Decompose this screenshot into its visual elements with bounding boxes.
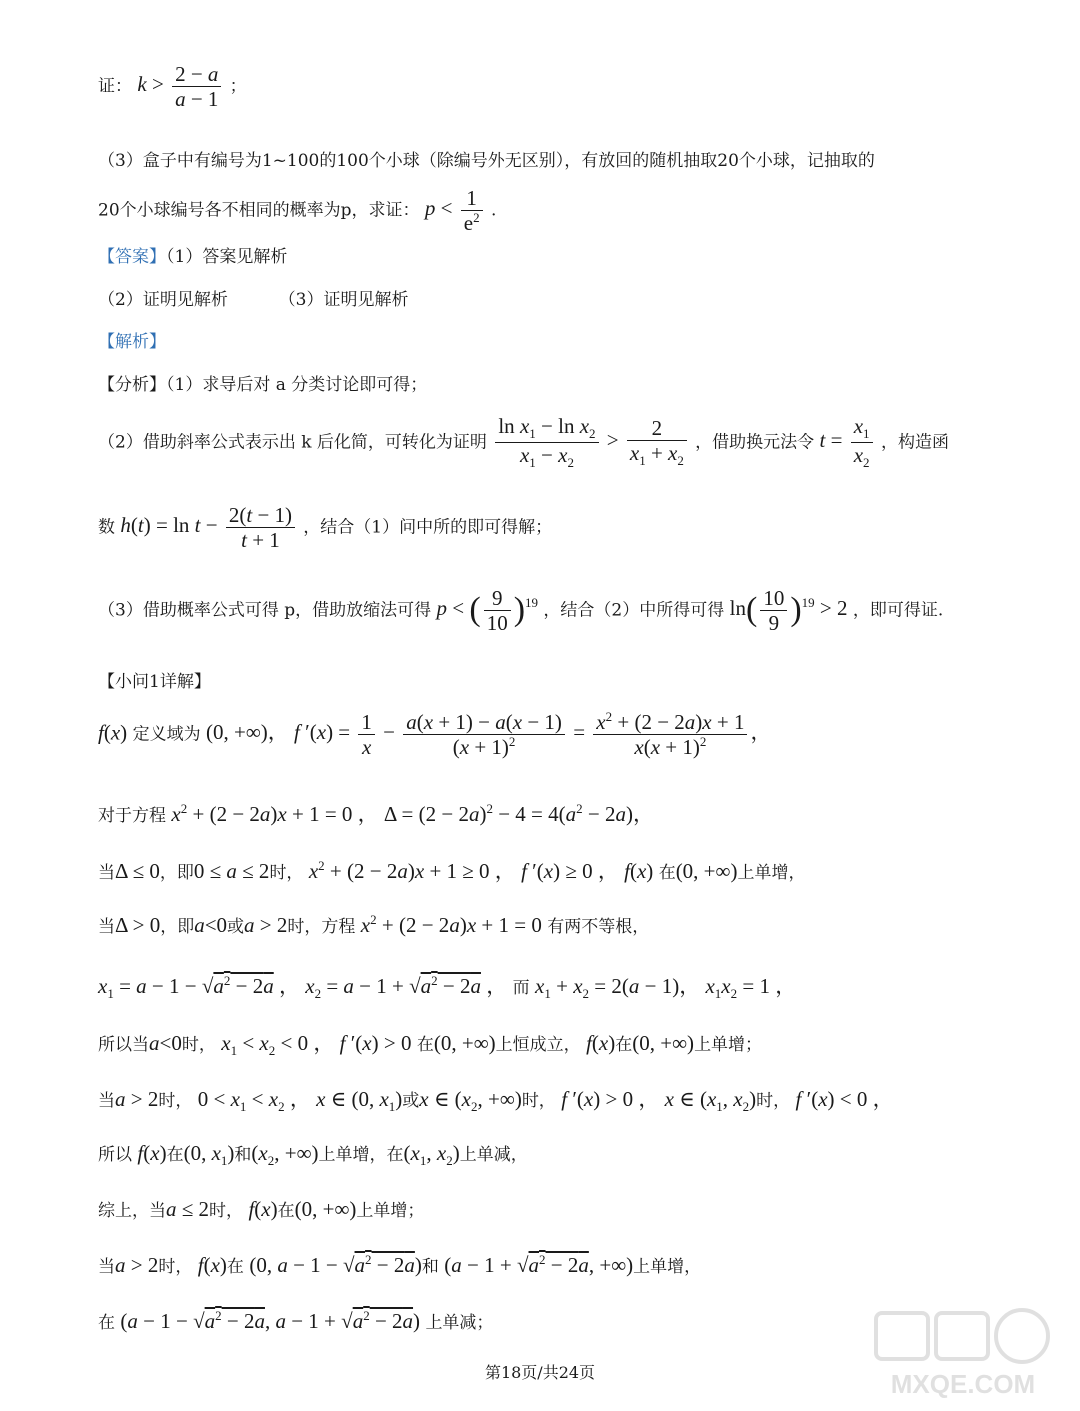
fenxi-line-2: （2）借助斜率公式表示出 k 后化简，可转化为证明 $\frac{\ln x_1 - \ln x_2}{x_1 - x_2}$ > $\frac{2}{x_1 + x_2}$ ，借助换元法令 t = $\frac{x_1}{x_2}$ ，构造函: [98, 414, 949, 471]
fenxi-line-1: 【分析】（1）求导后对 a 分类讨论即可得；: [98, 375, 428, 395]
detail-line-4: 当Δ > 0，即a<0或a > 2时，方程 $x^2 + (2 - 2a)x + 1 = 0$ 有两不等根，: [98, 912, 650, 937]
detail-tag: 【小问1详解】: [98, 672, 211, 692]
answer-line-2: （2）证明见解析 （3）证明见解析: [98, 290, 409, 310]
answer-line-1: 【答案】（1）答案见解析: [98, 247, 288, 267]
detail-line-6: 所以当a<0时， $x_1 < x_2 < 0$ ， f ′(x) > 0 在(0, +∞)上恒成立， f(x)在(0, +∞)上单增；: [98, 1031, 763, 1059]
page-footer: 第18页/共24页: [484, 1363, 596, 1382]
detail-line-7: 当a > 2时， $0 < x_1 < x_2$ ， x ∈ (0, $x_1$)或x ∈ ($x_2$, +∞)时， f ′(x) > 0 ， x ∈ ($x_1$, $x_2$)时， f ′(x) < 0 ，: [98, 1087, 894, 1115]
detail-line-9: 综上，当a ≤ 2时， f(x)在(0, +∞)上单增；: [98, 1197, 425, 1221]
detail-line-1: f(x) 定义域为 (0, +∞)， f ′(x) = $\frac{1}{x}$ − $\frac{a(x + 1) - a(x - 1)}{(x + 1)^2}$ = $\frac{x^2 + (2 - 2a)x + 1}{x(x + 1)^2}$ ，: [98, 709, 772, 760]
detail-line-11: 在 ($a - 1 - √a^2 - 2a$, $a - 1 + √a^2 - 2a$) 上单减；: [98, 1308, 494, 1333]
fenxi-line-3: 数 h(t) = ln t − $\frac{2(t - 1)}{t + 1}$ ，结合（1）问中所的即可得解；: [98, 503, 553, 553]
detail-line-10: 当a > 2时， f(x)在 (0, $a - 1 - √a^2 - 2a$)和 ($a - 1 + √a^2 - 2a$, +∞)上单增，: [98, 1252, 702, 1277]
detail-line-5: $x_1 = a - 1 - √a^2 - 2a$ ， $x_2 = a - 1 + √a^2 - 2a$ ， 而 $x_1 + x_2 = 2(a - 1)$， $x_1x_2 = 1$ ，: [98, 973, 797, 1002]
svg-text:MXQE.COM: MXQE.COM: [890, 1369, 1036, 1399]
answer-tag: 【答案】: [98, 247, 166, 267]
watermark-logo: [868, 1303, 1058, 1403]
fraction: $\frac{2 - a}{a - 1}$: [172, 62, 221, 111]
fenxi-line-4: （3）借助概率公式可得 p，借助放缩法可得 p < ( $\frac{9}{10}$ )$^{19}$ ，结合（2）中所得可得 ln( $\frac{10}{9}$ )$^{19}$ > 2 ，即可得证.: [98, 586, 944, 636]
detail-line-2: 对于方程 $x^2 + (2 - 2a)x + 1 = 0$ ， $\Delta = (2 - 2a)^2 - 4 = 4(a^2 - 2a)$，: [98, 801, 654, 826]
detail-line-8: 所以 f(x)在(0, $x_1$)和($x_2$, +∞)上单增，在($x_1$, $x_2$)上单减，: [98, 1141, 528, 1169]
claim-line: 证： k > $\frac{2 - a}{a - 1}$ ；: [98, 62, 247, 112]
analysis-tag: 【解析】: [98, 332, 166, 352]
detail-line-3: 当Δ ≤ 0，即0 ≤ a ≤ 2时， $x^2 + (2 - 2a)x + 1 \ge 0$ ， f ′(x) ≥ 0 ， f(x) 在(0, +∞)上单增，: [98, 858, 806, 883]
q3-line-1: （3）盒子中有编号为1~100的100个小球（除编号外无区别），有放回的随机抽取20个小球，记抽取的: [98, 151, 875, 171]
q3-line-2: 20个小球编号各不相同的概率为p，求证： p < $\frac{1}{e^2}$ .: [98, 186, 497, 236]
